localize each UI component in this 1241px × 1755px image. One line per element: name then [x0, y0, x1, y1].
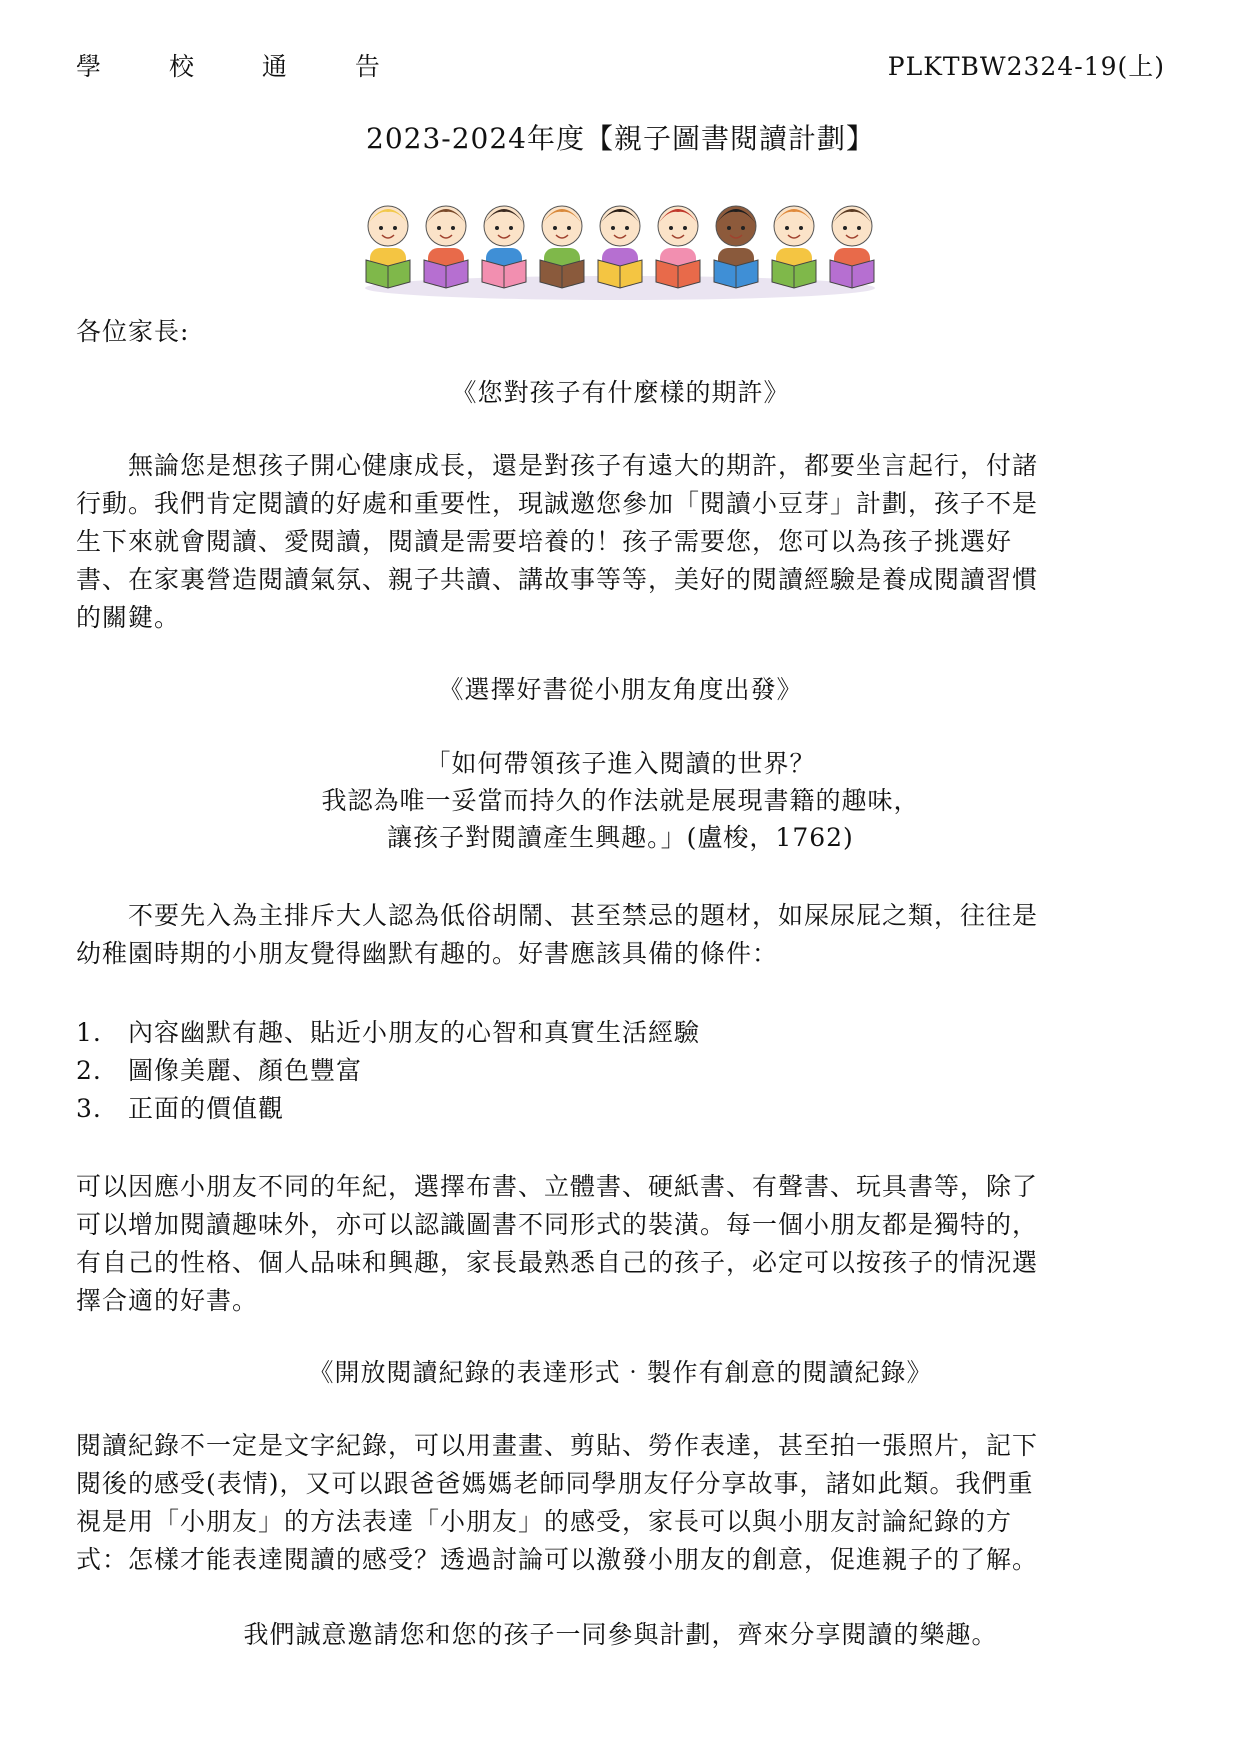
paragraph-line: 可以因應小朋友不同的年紀，選擇布書、立體書、硬紙書、有聲書、玩具書等，除了: [76, 1172, 1039, 1201]
list-item: [76, 1056, 362, 1086]
notice-label: 學 校 通 告: [76, 52, 410, 81]
section-heading-expectations: 《您對孩子有什麼樣的期許》: [451, 378, 790, 407]
child-reading-figure: [598, 206, 642, 288]
paragraph-line: 視是用「小朋友」的方法表達「小朋友」的感受，家長可以與小朋友討論紀錄的方: [76, 1507, 1013, 1536]
quote-line: 讓孩子對閱讀產生興趣。」(盧梭，1762): [387, 823, 854, 852]
page-title: 2023-2024年度【親子圖書閱讀計劃】: [366, 122, 875, 155]
child-reading-figure: [830, 206, 874, 288]
child-reading-figure: [714, 206, 758, 288]
list-number: 2.: [76, 1056, 102, 1085]
closing-line: 我們誠意邀請您和您的孩子一同參與計劃，齊來分享閱讀的樂趣。: [243, 1620, 998, 1649]
list-text: 圖像美麗、顏色豐富: [128, 1056, 363, 1085]
paragraph-line: 可以增加閱讀趣味外，亦可以認識圖書不同形式的裝潢。每一個小朋友都是獨特的，: [76, 1210, 1039, 1239]
section-heading-reading-records: 《開放閱讀紀錄的表達形式‧製作有創意的閱讀紀錄》: [308, 1358, 933, 1387]
paragraph-line: 幼稚園時期的小朋友覺得幽默有趣的。好書應該具備的條件：: [76, 939, 779, 968]
section-heading-choose-books: 《選擇好書從小朋友角度出發》: [438, 675, 803, 704]
list-number: 1.: [76, 1018, 102, 1047]
child-reading-figure: [656, 206, 700, 288]
list-item: [76, 1018, 700, 1048]
list-number: 3.: [76, 1094, 102, 1123]
paragraph-line: 的關鍵。: [76, 603, 181, 632]
child-reading-figure: [424, 206, 468, 288]
child-reading-figure: [772, 206, 816, 288]
child-reading-figure: [482, 206, 526, 288]
list-text: 正面的價值觀: [128, 1094, 285, 1123]
list-text: 內容幽默有趣、貼近小朋友的心智和真實生活經驗: [128, 1018, 701, 1047]
paragraph-line: 式：怎樣才能表達閱讀的感受？透過討論可以激發小朋友的創意，促進親子的了解。: [76, 1545, 1039, 1574]
paragraph-line: 閱後的感受(表情)，又可以跟爸爸媽媽老師同學朋友仔分享故事，諸如此類。我們重: [76, 1469, 1034, 1498]
paragraph-line: 閱讀紀錄不一定是文字紀錄，可以用畫畫、剪貼、勞作表達，甚至拍一張照片，記下: [76, 1431, 1039, 1460]
paragraph-line: 無論您是想孩子開心健康成長，還是對孩子有遠大的期許，都要坐言起行，付諸: [76, 451, 1039, 480]
child-reading-figure: [366, 206, 410, 288]
list-item: [76, 1094, 284, 1124]
paragraph-line: 擇合適的好書。: [76, 1286, 259, 1315]
paragraph-line: 生下來就會閱讀、愛閱讀，閱讀是需要培養的！孩子需要您，您可以為孩子挑選好: [76, 527, 1013, 556]
child-reading-figure: [540, 206, 584, 288]
paragraph-line: 書、在家裏營造閱讀氣氛、親子共讀、講故事等等，美好的閱讀經驗是養成閱讀習慣: [76, 565, 1039, 594]
salutation: 各位家長:: [76, 317, 190, 346]
notice-code: PLKTBW2324-19(上): [887, 52, 1165, 81]
paragraph-line: 不要先入為主排斥大人認為低俗胡鬧、甚至禁忌的題材，如屎尿屁之類，往往是: [76, 901, 1039, 930]
children-reading-illustration: [358, 190, 882, 302]
paragraph-line: 行動。我們肯定閱讀的好處和重要性，現誠邀您參加「閱讀小豆芽」計劃，孩子不是: [76, 489, 1039, 518]
quote-line: 我認為唯一妥當而持久的作法就是展現書籍的趣味，: [321, 786, 920, 815]
paragraph-line: 有自己的性格、個人品味和興趣，家長最熟悉自己的孩子，必定可以按孩子的情況選: [76, 1248, 1039, 1277]
quote-line: 「如何帶領孩子進入閱讀的世界？: [425, 749, 816, 778]
